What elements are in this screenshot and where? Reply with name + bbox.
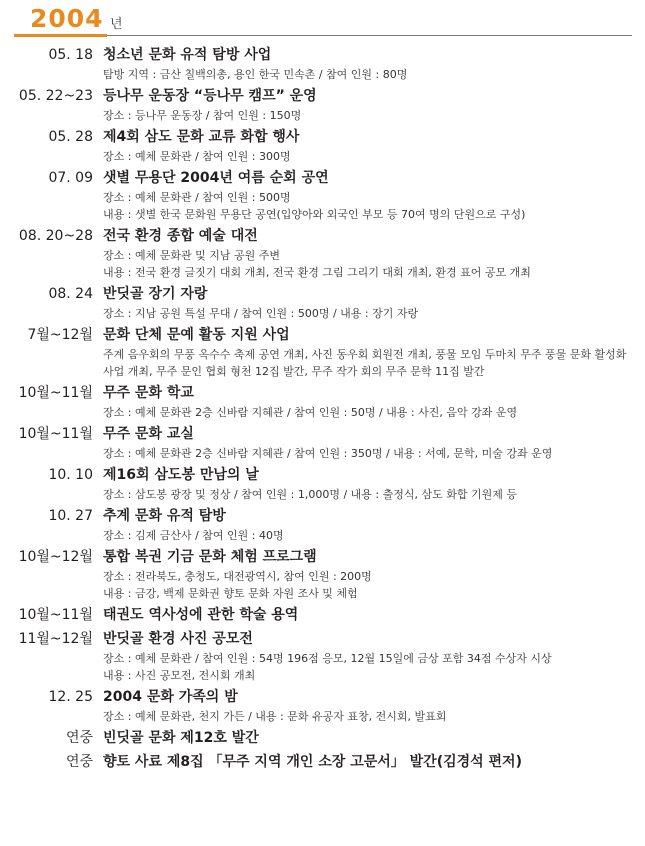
event-date: 05. 28: [48, 129, 93, 145]
event-detail: 장소 : 예체 문화관 2층 신바람 지혜관 / 참여 인원 : 50명 / 내용 : 사진, 음악 강좌 운영: [103, 406, 518, 419]
event-detail: 내용 : 금강, 백제 문화권 향토 문화 자원 조사 및 체험: [103, 587, 358, 600]
event-date: 07. 09: [48, 170, 93, 186]
event-date: 연중: [65, 730, 93, 746]
event-date: 12. 25: [48, 689, 93, 705]
event-item: [0, 727, 645, 751]
event-detail: 내용 : 사진 공모전, 전시회 개최: [103, 669, 256, 682]
event-title: 전국 환경 종합 예술 대전: [103, 228, 258, 244]
event-detail: 내용 : 전국 환경 글짓기 대회 개최, 전국 환경 그림 그리기 대회 개최, 환경 표어 공모 개최: [103, 266, 531, 279]
event-detail: 장소 : 삼도봉 광장 및 정상 / 참여 인원 : 1,000명 / 내용 : 출정식, 삼도 화합 기원제 등: [103, 488, 517, 501]
event-title: 문화 단체 문예 활동 지원 사업: [103, 327, 290, 343]
event-date: 7월~12월: [27, 327, 93, 343]
event-detail: 장소 : 예체 문화관 2층 신바람 지혜관 / 참여 인원 : 350명 / 내용 : 서예, 문학, 미술 강좌 운영: [103, 447, 553, 460]
event-detail: 내용 : 샛별 한국 문화원 무용단 공연(입양아와 외국인 부모 등 70여 명의 단원으로 구성): [103, 208, 526, 221]
event-date: 05. 18: [48, 47, 93, 63]
event-title: 샛별 무용단 2004년 여름 순회 공연: [103, 170, 329, 186]
event-detail: 장소 : 예체 문화관, 천지 가든 / 내용 : 문화 유공자 표창, 전시회, 발표회: [103, 710, 447, 723]
event-date: 연중: [65, 754, 93, 770]
event-item: [0, 505, 645, 546]
event-date: 10. 10: [48, 467, 93, 483]
event-date: 10월~11월: [18, 426, 93, 442]
event-item: [0, 126, 645, 167]
event-title: 무주 문화 학교: [103, 385, 194, 401]
event-date: 10. 27: [48, 508, 93, 524]
event-item: [0, 464, 645, 505]
event-detail: 장소 : 등나무 운동장 / 참여 인원 : 150명: [103, 109, 302, 122]
event-title: 빈딧골 문화 제12호 발간: [103, 730, 259, 746]
event-title: 추계 문화 유적 탐방: [103, 508, 226, 524]
event-detail: 장소 : 예체 문화관 / 참여 인원 : 54명 196점 응모, 12월 15일에 금상 포함 34점 수상자 시상: [103, 652, 552, 665]
event-item: [0, 686, 645, 727]
header-accent-rule: [14, 34, 107, 37]
event-date: 10월~12월: [18, 549, 93, 565]
event-date: 10월~11월: [18, 385, 93, 401]
event-detail: 장소 : 예체 문화관 및 지남 공원 주변: [103, 249, 280, 262]
event-item: [0, 604, 645, 628]
event-title: 향토 사료 제8집 「무주 지역 개인 소장 고문서」 발간(김경석 편저): [103, 754, 522, 770]
event-title: 등나무 운동장 “등나무 캠프” 운영: [103, 88, 317, 104]
event-detail: 장소 : 지남 공원 특설 무대 / 참여 인원 : 500명 / 내용 : 장기 자랑: [103, 307, 419, 320]
event-title: 반딧골 장기 자랑: [103, 286, 208, 302]
event-item: [0, 751, 645, 775]
event-title: 무주 문화 교실: [103, 426, 194, 442]
event-item: [0, 423, 645, 464]
event-title: 반딧골 환경 사진 공모전: [103, 631, 253, 647]
event-item: [0, 283, 645, 324]
event-date: 08. 20~28: [18, 228, 93, 244]
event-title: 태권도 역사성에 관한 학술 용역: [103, 607, 299, 623]
year-header: [0, 0, 645, 40]
event-detail: 장소 : 예체 문화관 / 참여 인원 : 300명: [103, 150, 291, 163]
event-date: 08. 24: [48, 286, 93, 302]
year-suffix: 년: [110, 17, 123, 32]
year-title: 2004: [30, 4, 104, 33]
event-detail: 주계 음우회의 무풍 옥수수 축제 공연 개최, 사진 동우회 회원전 개최, 풍물 모임 두마치 무주 풍물 문화 활성화 사업 개최, 무주 문인 협회 형천 12집 발간, 무주 작가 회의 무주 문학 11집 발간: [103, 348, 627, 378]
event-title: 제4회 삼도 문화 교류 화합 행사: [103, 129, 300, 145]
event-title: 청소년 문화 유적 탐방 사업: [103, 47, 272, 63]
event-item: [0, 546, 645, 604]
event-detail: 장소 : 김제 금산사 / 참여 인원 : 40명: [103, 529, 284, 542]
event-list: [0, 44, 645, 775]
event-title: 2004 문화 가족의 밤: [103, 689, 238, 705]
event-title: 제16회 삼도봉 만남의 날: [103, 467, 259, 483]
event-date: 11월~12월: [18, 631, 93, 647]
event-item: [0, 628, 645, 686]
event-item: [0, 85, 645, 126]
event-date: 05. 22~23: [18, 88, 93, 104]
event-detail: 장소 : 전라북도, 충청도, 대전광역시, 참여 인원 : 200명: [103, 570, 372, 583]
header-divider-rule: [107, 35, 632, 36]
event-item: [0, 324, 645, 382]
event-date: 10월~11월: [18, 607, 93, 623]
event-detail: 장소 : 예체 문화관 / 참여 인원 : 500명: [103, 191, 291, 204]
event-item: [0, 44, 645, 85]
event-detail: 탐방 지역 : 금산 칠백의총, 용인 한국 민속촌 / 참여 인원 : 80명: [103, 68, 408, 81]
event-title: 통합 복권 기금 문화 체험 프로그램: [103, 549, 317, 565]
event-item: [0, 382, 645, 423]
event-item: [0, 167, 645, 225]
event-item: [0, 225, 645, 283]
